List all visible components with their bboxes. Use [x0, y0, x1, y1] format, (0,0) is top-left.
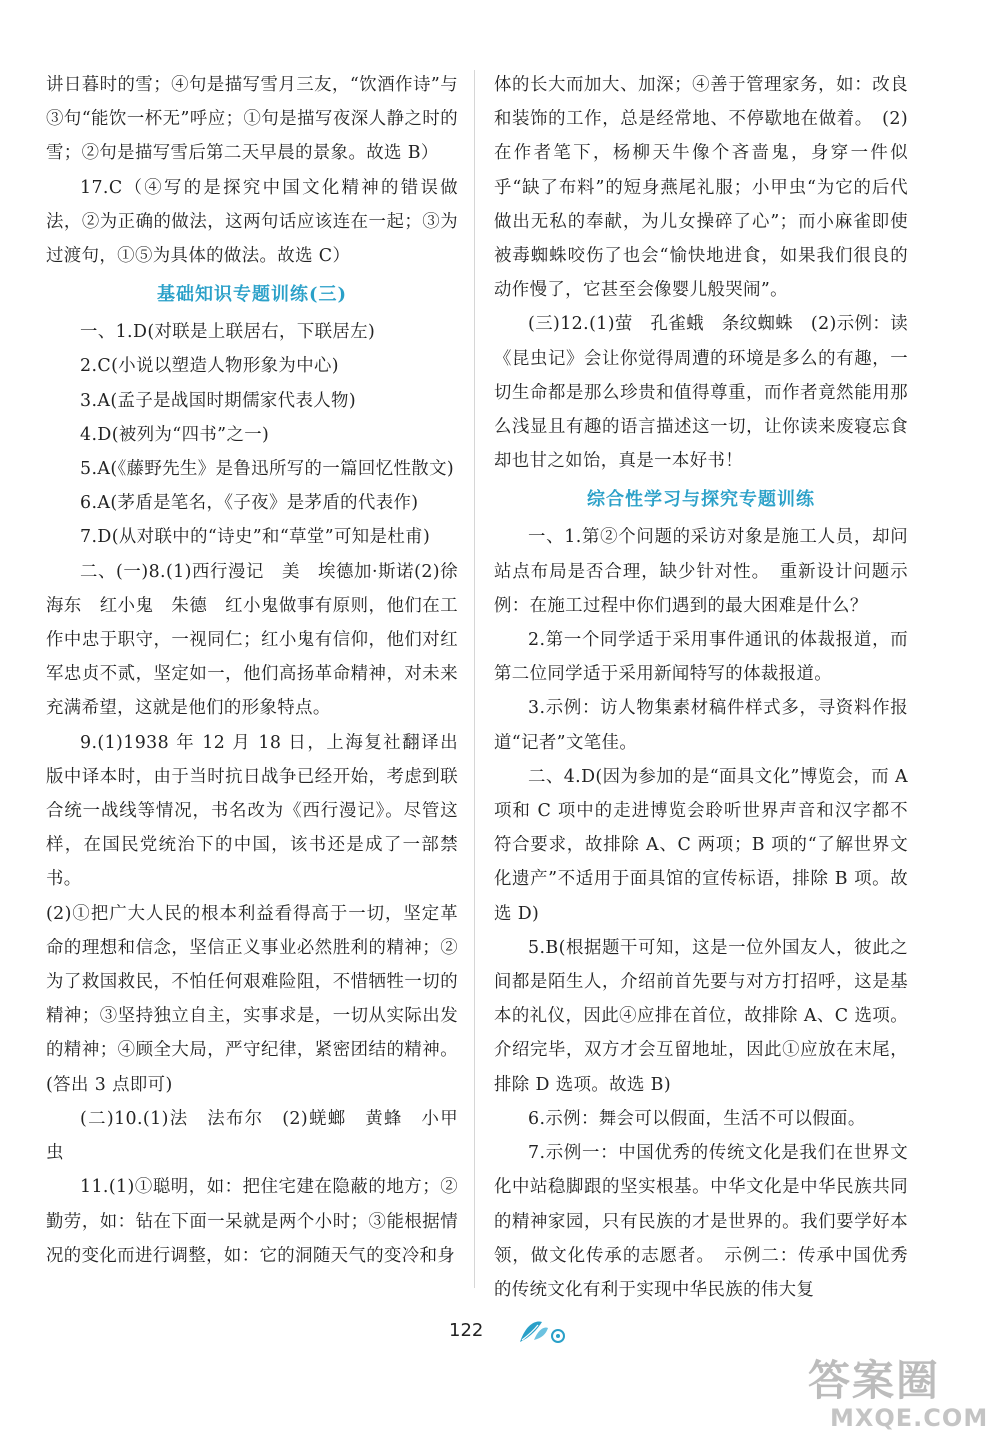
right-column — [494, 68, 908, 1307]
right-paragraph-8: 6.示例：舞会可以假面，生活不可以假面。 — [528, 1108, 866, 1129]
right-paragraph-7: 5.B(根据题干可知，这是一位外国友人，彼此之间都是陌生人，介绍前首先要与对方打招呼，这是基本的礼仪，因此④应排在首位，故排除 A、C 选项。介绍完毕，双方才会互留地址，因此①应放在末尾，排除 D 选项。故选 B) — [494, 937, 908, 1095]
right-paragraph-5: 3.示例：访人物集素材稿件样式多，寻资料作报道“记者”文笔佳。 — [494, 698, 908, 753]
section-heading-basic-knowledge: 基础知识专题训练(三) — [156, 284, 348, 306]
right-paragraph-9: 7.示例一：中国优秀的传统文化是我们在世界文化中站稳脚跟的坚实根基。中华文化是中华民族共同的精神家园，只有民族的才是世界的。我们要学好本领，做文化传承的志愿者。 示例二：传承中国优秀的传统文化有利于实现中华民族的伟大复 — [494, 1143, 908, 1300]
watermark-url-text: MXQE.COM — [830, 1404, 989, 1432]
answer-item-4: 4.D(被列为“四书”之一) — [80, 424, 270, 445]
right-paragraph-1: 体的长大而加大、加深；④善于管理家务，如：改良和装饰的工作，总是经常地、不停歇地在做着。 (2)在作者笔下，杨柳天牛像个吝啬鬼，身穿一件似乎“缺了布料”的短身燕尾礼服；小甲虫“为它的后代做出无私的奉献，为儿女操碎了心”；而小麻雀即使被毒蜘蛛咬伤了也会“愉快地进食，如果我们很良的动作慢了，它甚至会像婴儿般哭闹”。 — [494, 75, 908, 301]
left-paragraph-2: 17.C（④写的是探究中国文化精神的错误做法，②为正确的做法，这两句话应该连在一起；③为过渡句，①⑤为具体的做法。故选 C） — [46, 177, 458, 267]
answer-item-1: 一、1.D(对联是上联居右，下联居左) — [80, 322, 376, 343]
left-column — [46, 68, 458, 1273]
answer-item-2: 2.C(小说以塑造人物形象为中心) — [80, 356, 339, 377]
left-paragraph-1: 讲日暮时的雪；④句是描写雪月三友，“饮酒作诗”与③句“能饮一杯无”呼应；①句是描写夜深人静之时的雪；②句是描写雪后第二天早晨的景象。故选 B） — [46, 75, 458, 164]
leaf-swirl-icon — [516, 1316, 568, 1346]
left-paragraph-5: (2)①把广大人民的根本利益看得高于一切，坚定革命的理想和信念，坚信正义事业必然胜利的精神；②为了救国救民，不怕任何艰难险阻，不惜牺牲一切的精神；③坚持独立自主，实事求是，一切从实际出发的精神；④顾全大局，严守纪律，紧密团结的精神。(答出 3 点即可) — [46, 903, 458, 1095]
site-watermark — [800, 1340, 996, 1440]
answer-item-3: 3.A(孟子是战国时期儒家代表人物) — [80, 390, 357, 411]
page-number: 122 — [449, 1320, 484, 1341]
left-paragraph-3: 二、(一)8.(1)西行漫记 美 埃德加·斯诺(2)徐海东 红小鬼 朱德 红小鬼做事有原则，他们在工作中忠于职守，一视同仁；红小鬼有信仰，他们对红军忠贞不贰，坚定如一，他们高扬革命精神，对未来充满希望，这就是他们的形象特点。 — [46, 561, 458, 719]
left-paragraph-6: (二)10.(1)法 法布尔 (2)蜣螂 黄蜂 小甲虫 — [46, 1108, 458, 1164]
right-paragraph-2: (三)12.(1)萤 孔雀蛾 条纹蜘蛛 (2)示例：读《昆虫记》会让你觉得周遭的环境是多么的有趣，一切生命都是那么珍贵和值得尊重，而作者竟然能用那么浅显且有趣的语言描述这一切，让你读来废寝忘食却也甘之如饴，真是一本好书！ — [494, 314, 908, 472]
right-paragraph-3: 一、1.第②个问题的采访对象是施工人员，却问站点布局是否合理，缺少针对性。 重新设计问题示例：在施工过程中你们遇到的最大困难是什么？ — [494, 527, 908, 616]
left-paragraph-7: 11.(1)①聪明，如：把住宅建在隐蔽的地方；②勤劳，如：钻在下面一呆就是两个小时；③能根据情况的变化而进行调整，如：它的洞随天气的变冷和身 — [46, 1177, 458, 1266]
column-divider — [474, 70, 475, 1288]
answer-item-7: 7.D(从对联中的“诗史”和“草堂”可知是杜甫) — [80, 527, 431, 548]
answer-item-5: 5.A(《藤野先生》是鲁迅所写的一篇回忆性散文) — [80, 459, 455, 480]
left-paragraph-4: 9.(1)1938 年 12 月 18 日，上海复社翻译出版中译本时，由于当时抗日战争已经开始，考虑到联合统一战线等情况，书名改为《西行漫记》。尽管这样，在国民党统治下的中国，该书还是成了一部禁书。 — [46, 732, 458, 890]
right-paragraph-6: 二、4.D(因为参加的是“面具文化”博览会，而 A 项和 C 项中的走进博览会聆听世界声音和汉字都不符合要求，故排除 A、C 两项；B 项的“了解世界文化遗产”不适用于面具馆的宣传标语，排除 B 项。故选 D) — [494, 766, 908, 924]
answer-item-6: 6.A(茅盾是笔名，《子夜》是茅盾的代表作) — [80, 493, 419, 514]
watermark-logo-text: 答案圈 — [808, 1356, 941, 1405]
right-paragraph-4: 2.第一个同学适于采用事件通讯的体裁报道，而第二位同学适于采用新闻特写的体裁报道。 — [494, 630, 908, 685]
section-heading-comprehensive-study: 综合性学习与探究专题训练 — [587, 489, 815, 511]
